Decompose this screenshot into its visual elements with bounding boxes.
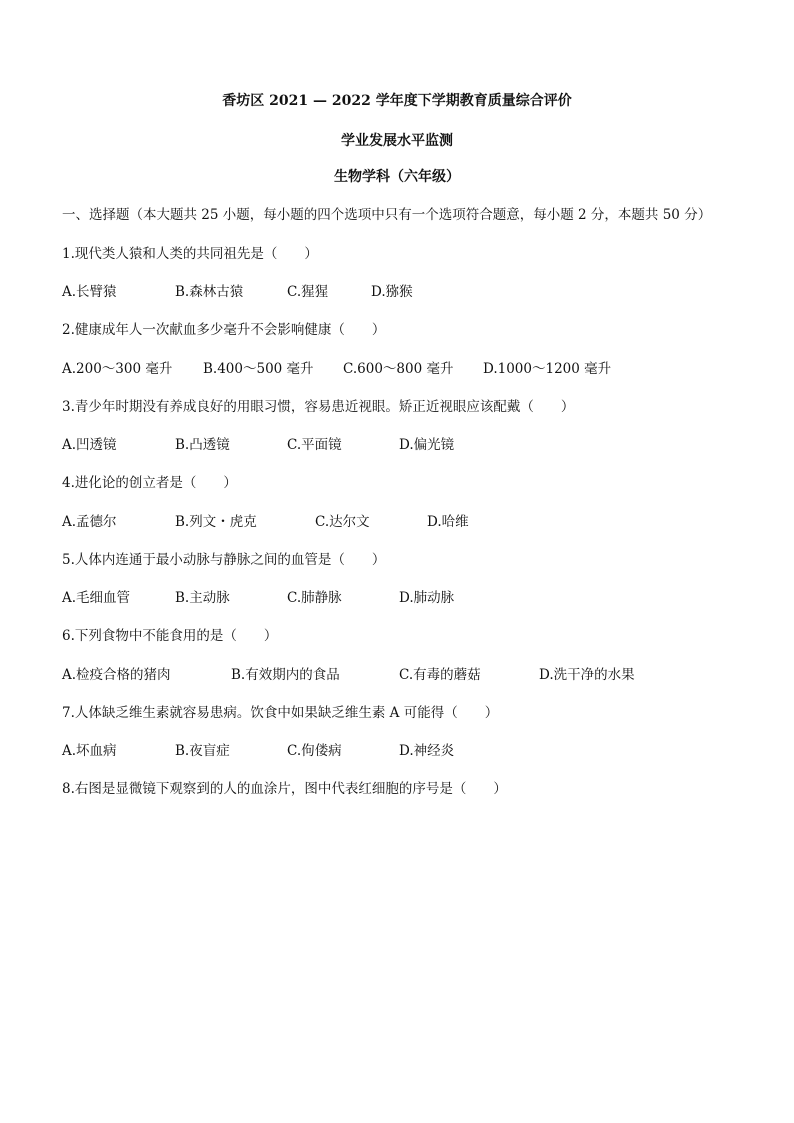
q3-option-d: D.偏光镜 (399, 437, 455, 453)
section-heading: 一、选择题（本大题共 25 小题，每小题的四个选项中只有一个选项符合题意，每小题 2 分，本题共 50 分） (62, 207, 712, 223)
q3-option-c: C.平面镜 (287, 437, 342, 453)
q4-option-b: B.列文・虎克 (175, 514, 257, 530)
q1-option-a: A.长臂猿 (62, 284, 117, 300)
q6-option-b: B.有效期内的食品 (231, 667, 340, 683)
q2-option-a: A.200～300 毫升 (62, 361, 173, 377)
question-1: 1.现代类人猿和人类的共同祖先是（ ） (62, 246, 318, 262)
q7-option-b: B.夜盲症 (175, 743, 230, 759)
question-5: 5.人体内连通于最小动脉与静脉之间的血管是（ ） (62, 552, 386, 568)
q5-option-d: D.肺动脉 (399, 590, 455, 606)
q7-option-d: D.神经炎 (399, 743, 455, 759)
q2-option-d: D.1000～1200 毫升 (483, 361, 612, 377)
q6-option-a: A.检疫合格的猪肉 (62, 667, 171, 683)
q7-option-a: A.坏血病 (62, 743, 117, 759)
question-4: 4.进化论的创立者是（ ） (62, 475, 237, 491)
question-3: 3.青少年时期没有养成良好的用眼习惯，容易患近视眼。矫正近视眼应该配戴（ ） (62, 399, 575, 415)
exam-title: 香坊区 2021 — 2022 学年度下学期教育质量综合评价 (222, 93, 572, 109)
q6-option-d: D.洗干净的水果 (539, 667, 635, 683)
q6-option-c: C.有毒的蘑菇 (399, 667, 481, 683)
question-7: 7.人体缺乏维生素就容易患病。饮食中如果缺乏维生素 A 可能得（ ） (62, 705, 499, 721)
q1-option-d: D.猕猴 (371, 284, 413, 300)
q4-option-a: A.孟德尔 (62, 514, 117, 530)
q4-option-c: C.达尔文 (315, 514, 370, 530)
question-2: 2.健康成年人一次献血多少毫升不会影响健康（ ） (62, 322, 386, 338)
q7-option-c: C.佝偻病 (287, 743, 342, 759)
q5-option-b: B.主动脉 (175, 590, 230, 606)
q2-option-c: C.600～800 毫升 (343, 361, 454, 377)
q2-option-b: B.400～500 毫升 (203, 361, 314, 377)
q5-option-c: C.肺静脉 (287, 590, 342, 606)
q3-option-a: A.凹透镜 (62, 437, 117, 453)
q5-option-a: A.毛细血管 (62, 590, 131, 606)
question-6: 6.下列食物中不能食用的是（ ） (62, 628, 278, 644)
q4-option-d: D.哈维 (427, 514, 469, 530)
question-8: 8.右图是显微镜下观察到的人的血涂片，图中代表红细胞的序号是（ ） (62, 781, 507, 797)
q1-option-b: B.森林古猿 (175, 284, 244, 300)
q3-option-b: B.凸透镜 (175, 437, 230, 453)
q1-option-c: C.猩猩 (287, 284, 329, 300)
exam-subject: 生物学科（六年级） (334, 169, 460, 185)
exam-subtitle: 学业发展水平监测 (341, 133, 453, 149)
